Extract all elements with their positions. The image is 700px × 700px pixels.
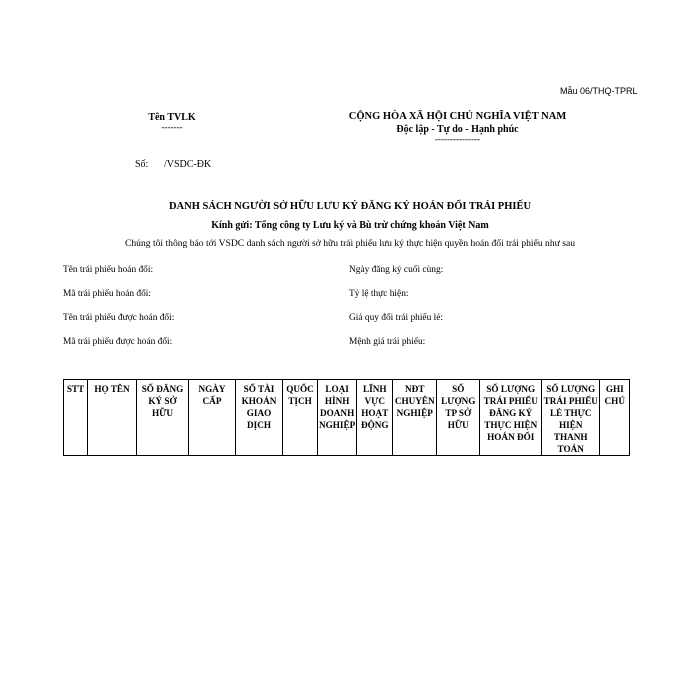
column-header (542, 380, 600, 456)
organization-name: Tên TVLK (148, 112, 196, 123)
header-line: HOÁN ĐỔI (487, 432, 535, 442)
document-title: DANH SÁCH NGƯỜI SỞ HỮU LƯU KÝ ĐĂNG KÝ HOÁN ĐỔI TRÁI PHIẾU (168, 201, 532, 212)
field-label: Mệnh giá trái phiếu: (349, 337, 426, 347)
column-header (393, 380, 437, 456)
header-line: HIỆN (559, 420, 583, 430)
motto-separator: --------------- (435, 134, 480, 144)
column-header (88, 380, 137, 456)
header-line: TOÁN (557, 444, 584, 454)
header-line: HỮU (447, 420, 469, 430)
document-number-value: /VSDC-ĐK (164, 159, 212, 170)
header-line: TRÁI PHIẾU (483, 396, 538, 406)
header-line: TRÁI PHIẾU (543, 396, 598, 406)
header-line: LOẠI (325, 384, 349, 394)
field-label: Mã trái phiếu hoán đổi: (63, 289, 152, 299)
document-number-label: Số: (135, 159, 149, 170)
header-line: TP SỞ (445, 408, 472, 418)
column-header (236, 380, 283, 456)
field-label: Mã trái phiếu được hoán đổi: (63, 337, 173, 347)
header-line: SỐ (452, 384, 465, 394)
column-header (283, 380, 318, 456)
field-label: Tỷ lệ thực hiện: (349, 289, 409, 299)
header-line: DỊCH (247, 420, 271, 430)
form-code: Mẫu 06/THQ-TPRL (560, 86, 638, 96)
header-line: DOANH (320, 408, 355, 418)
field-label: Tên trái phiếu được hoán đổi: (63, 313, 175, 323)
header-line: LĨNH (363, 384, 387, 394)
header-line: KHOẢN (241, 396, 277, 406)
organization-separator: ------- (161, 122, 183, 132)
header-line: HOẠT (361, 408, 389, 418)
header-line: NGÀY (198, 384, 226, 394)
header-line: QUỐC (286, 384, 314, 394)
header-line: SỐ LƯỢNG (546, 384, 596, 394)
header-line: KÝ SỞ (148, 396, 177, 406)
header-line: THANH (553, 432, 588, 442)
column-header (189, 380, 236, 456)
header-line: HỮU (151, 408, 174, 418)
header-line: HỌ TÊN (94, 384, 130, 394)
header-line: LƯỢNG (441, 396, 476, 406)
column-header (357, 380, 393, 456)
field-label: Tên trái phiếu hoán đổi: (63, 265, 154, 275)
field-label: Ngày đăng ký cuối cùng: (349, 265, 444, 275)
national-title: CỘNG HÒA XÃ HỘI CHỦ NGHĨA VIỆT NAM (348, 111, 567, 122)
column-header (437, 380, 480, 456)
header-line: SỐ ĐĂNG (141, 384, 184, 394)
header-line: NGHIỆP (396, 408, 433, 418)
field-label: Giá quy đổi trái phiếu lẻ: (349, 313, 443, 323)
header-line: NGHIỆP (319, 420, 356, 430)
column-header (64, 380, 88, 456)
header-line: TỊCH (288, 396, 312, 406)
header-line: NĐT (405, 384, 425, 394)
intro-text: Chúng tôi thông báo tới VSDC danh sách người sở hữu trái phiếu lưu ký thực hiện quyền hoán đổi trái phiếu như sau (124, 238, 576, 249)
header-line: CHUYÊN (394, 396, 435, 406)
national-motto: Độc lập - Tự do - Hạnh phúc (396, 124, 519, 135)
header-line: LẺ THỰC (549, 408, 592, 418)
column-header (137, 380, 189, 456)
header-line: ĐỘNG (360, 420, 389, 430)
column-header (318, 380, 357, 456)
header-line: GIAO (246, 408, 272, 418)
header-line: SỐ TÀI (243, 384, 275, 394)
header-line: CHÚ (604, 396, 625, 406)
header-line: THỰC HIỆN (484, 420, 538, 430)
column-header (480, 380, 542, 456)
header-line: HÌNH (324, 396, 350, 406)
header-line: CẤP (202, 396, 222, 406)
header-line: STT (66, 384, 85, 394)
recipient-line: Kính gửi: Tổng công ty Lưu ký và Bù trừ chứng khoán Việt Nam (211, 220, 489, 231)
header-line: GHI (605, 384, 624, 394)
header-line: ĐĂNG KÝ (489, 408, 533, 418)
holders-table (63, 379, 630, 456)
column-header (600, 380, 630, 456)
table-header-row (64, 380, 630, 456)
header-line: SỐ LƯỢNG (486, 384, 536, 394)
header-line: VỰC (364, 396, 386, 406)
